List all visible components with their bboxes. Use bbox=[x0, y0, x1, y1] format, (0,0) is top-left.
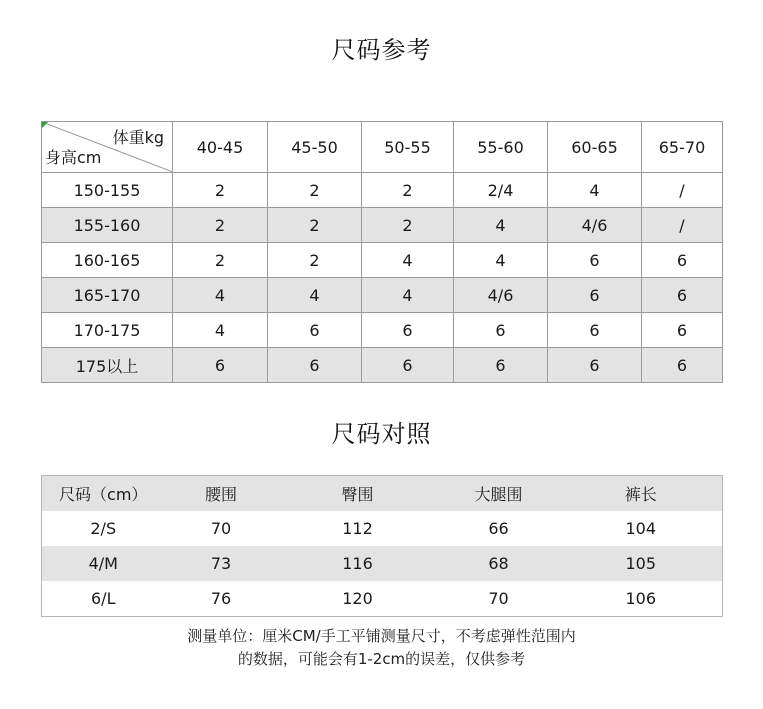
size-cell: 6 bbox=[548, 348, 642, 383]
weight-axis-label: 体重kg bbox=[112, 128, 164, 147]
thigh-cell: 70 bbox=[438, 581, 560, 617]
size-cell: / bbox=[642, 208, 723, 243]
size-reference-table bbox=[41, 121, 723, 383]
table-row bbox=[42, 243, 723, 278]
size-cell: 6 bbox=[268, 313, 362, 348]
height-cell: 155-160 bbox=[42, 208, 173, 243]
size-chart-table bbox=[41, 475, 723, 617]
column-header: 腰围 bbox=[165, 476, 278, 512]
size-cell: 2 bbox=[268, 208, 362, 243]
weight-header: 55-60 bbox=[454, 122, 548, 173]
table-row bbox=[42, 511, 723, 546]
column-header: 臀围 bbox=[278, 476, 438, 512]
column-header: 大腿围 bbox=[438, 476, 560, 512]
size-cell: 4 bbox=[454, 208, 548, 243]
size-cell: 4/6 bbox=[454, 278, 548, 313]
weight-header: 40-45 bbox=[173, 122, 268, 173]
table-row bbox=[42, 313, 723, 348]
weight-header: 45-50 bbox=[268, 122, 362, 173]
size-cell: 6 bbox=[548, 278, 642, 313]
size-cell: 6 bbox=[642, 243, 723, 278]
weight-header: 60-65 bbox=[548, 122, 642, 173]
table-row bbox=[42, 208, 723, 243]
hip-cell: 120 bbox=[278, 581, 438, 617]
size-cell: 6 bbox=[173, 348, 268, 383]
table-row bbox=[42, 278, 723, 313]
thigh-cell: 66 bbox=[438, 511, 560, 546]
corner-header-cell bbox=[42, 122, 173, 173]
size-cell: 6 bbox=[454, 348, 548, 383]
size-cell: 2/4 bbox=[454, 173, 548, 208]
size-cell: 6 bbox=[362, 313, 454, 348]
size-cell: 2 bbox=[362, 208, 454, 243]
size-cell: 6 bbox=[362, 348, 454, 383]
size-cell: / bbox=[642, 173, 723, 208]
length-cell: 105 bbox=[560, 546, 723, 581]
weight-header: 50-55 bbox=[362, 122, 454, 173]
size-cell: 2 bbox=[173, 173, 268, 208]
size-chart-title: 尺码对照 bbox=[331, 420, 432, 448]
thigh-cell: 68 bbox=[438, 546, 560, 581]
weight-header-row bbox=[42, 122, 723, 173]
size-label-cell: 2/S bbox=[42, 511, 165, 546]
size-cell: 6 bbox=[642, 348, 723, 383]
size-label-cell: 4/M bbox=[42, 546, 165, 581]
table-row bbox=[42, 173, 723, 208]
size-cell: 2 bbox=[173, 208, 268, 243]
height-cell: 165-170 bbox=[42, 278, 173, 313]
size-cell: 2 bbox=[173, 243, 268, 278]
size-cell: 4 bbox=[362, 243, 454, 278]
table-row bbox=[42, 546, 723, 581]
waist-cell: 73 bbox=[165, 546, 278, 581]
height-cell: 170-175 bbox=[42, 313, 173, 348]
hip-cell: 112 bbox=[278, 511, 438, 546]
height-cell: 150-155 bbox=[42, 173, 173, 208]
height-axis-label: 身高cm bbox=[45, 148, 102, 167]
table-row bbox=[42, 348, 723, 383]
waist-cell: 76 bbox=[165, 581, 278, 617]
length-cell: 104 bbox=[560, 511, 723, 546]
measurement-note-line2: 的数据，可能会有1-2cm的误差，仅供参考 bbox=[237, 650, 526, 668]
size-cell: 4/6 bbox=[548, 208, 642, 243]
size-cell: 2 bbox=[268, 173, 362, 208]
length-cell: 106 bbox=[560, 581, 723, 617]
size-chart-header-row bbox=[42, 476, 723, 512]
measurement-note-line1: 测量单位：厘米CM/手工平铺测量尺寸，不考虑弹性范围内 bbox=[187, 627, 576, 645]
height-cell: 175以上 bbox=[42, 348, 173, 383]
hip-cell: 116 bbox=[278, 546, 438, 581]
size-cell: 4 bbox=[454, 243, 548, 278]
size-cell: 6 bbox=[642, 313, 723, 348]
size-cell: 6 bbox=[548, 313, 642, 348]
height-cell: 160-165 bbox=[42, 243, 173, 278]
size-cell: 2 bbox=[362, 173, 454, 208]
size-cell: 4 bbox=[362, 278, 454, 313]
size-cell: 6 bbox=[454, 313, 548, 348]
column-header: 裤长 bbox=[560, 476, 723, 512]
size-cell: 6 bbox=[642, 278, 723, 313]
size-cell: 6 bbox=[548, 243, 642, 278]
size-cell: 4 bbox=[173, 313, 268, 348]
size-cell: 4 bbox=[268, 278, 362, 313]
size-cell: 2 bbox=[268, 243, 362, 278]
weight-header: 65-70 bbox=[642, 122, 723, 173]
table-row bbox=[42, 581, 723, 617]
waist-cell: 70 bbox=[165, 511, 278, 546]
size-cell: 6 bbox=[268, 348, 362, 383]
column-header: 尺码（cm） bbox=[42, 476, 165, 512]
cell-marker-icon bbox=[42, 122, 48, 128]
size-reference-title: 尺码参考 bbox=[331, 36, 432, 64]
size-label-cell: 6/L bbox=[42, 581, 165, 617]
size-cell: 4 bbox=[548, 173, 642, 208]
size-cell: 4 bbox=[173, 278, 268, 313]
